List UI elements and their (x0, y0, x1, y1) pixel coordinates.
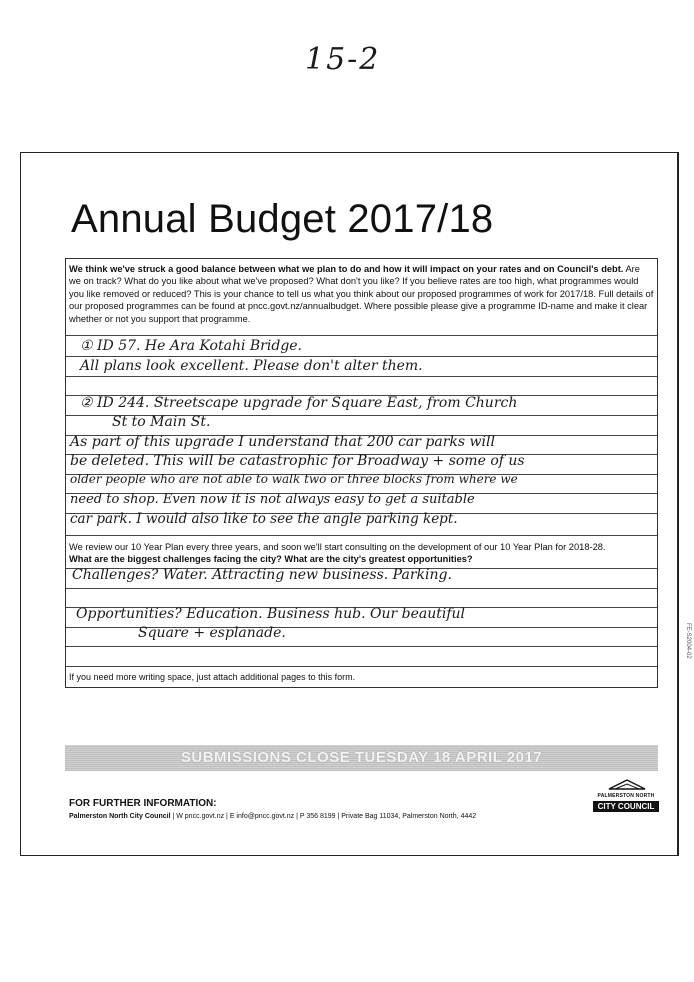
logo-small-text: PALMERSTON NORTH (597, 793, 655, 799)
website: W pncc.govt.nz (176, 813, 225, 820)
postal-address: Private Bag 11034, Palmerston North, 4442 (341, 813, 477, 820)
submission-deadline-banner (65, 745, 658, 771)
council-logo (593, 778, 659, 814)
ten-year-plan-prompt (69, 541, 654, 565)
email: E info@pncc.govt.nz (229, 813, 295, 820)
handwriting-line: All plans look excellent. Please don't alter them. (80, 358, 423, 374)
contact-line: Palmerston North City Council | W pncc.govt.nz | E info@pncc.govt.nz | P 356 8199 | Private Bag 11034, Palmerston North, 4442 (69, 813, 477, 820)
footnote: If you need more writing space, just attach additional pages to this form. (69, 672, 356, 682)
writing-box (65, 258, 658, 688)
phone: P 356 8199 (299, 813, 336, 820)
side-code: FE-S2004-02 (685, 623, 691, 659)
org-name: Palmerston North City Council (69, 813, 171, 820)
intro-lead: We think we've struck a good balance between what we plan to do and how it will impact on your rates and on Council's debt. (69, 264, 624, 274)
section-divider (66, 535, 657, 536)
handwriting-line: ② ID 244. Streetscape upgrade for Square East, from Church (80, 395, 518, 411)
handwriting-line: As part of this upgrade I understand that 200 car parks will (70, 434, 495, 450)
prompt-line: We review our 10 Year Plan every three years, and soon we'll start consulting on the development of our 10 Year Plan for 2018-28. (69, 542, 606, 552)
writing-line (66, 666, 657, 667)
logo-big-text: CITY COUNCIL (593, 801, 659, 812)
handwriting-line: Square + esplanade. (138, 625, 286, 641)
writing-line (66, 356, 657, 357)
handwriting-line: be deleted. This will be catastrophic for Broadway + some of us (70, 453, 525, 469)
handwriting-line: ① ID 57. He Ara Kotahi Bridge. (80, 338, 303, 354)
submission-form (20, 152, 691, 856)
handwriting-line: older people who are not able to walk two or three blocks from where we (70, 472, 518, 486)
handwriting-line: car park. I would also like to see the angle parking kept. (70, 511, 458, 527)
handwriting-line: Opportunities? Education. Business hub. Our beautiful (76, 606, 466, 622)
handwriting-line: need to shop. Even now it is not always easy to get a suitable (70, 492, 475, 507)
banner-text: SUBMISSIONS CLOSE TUESDAY 18 APRIL 2017 (180, 749, 543, 766)
writing-line (66, 335, 657, 336)
prompt-question: What are the biggest challenges facing the city? What are the city's greatest opportunities? (69, 554, 473, 564)
writing-line (66, 588, 657, 589)
intro-body: Are we on track? What do you like about what we've proposed? What don't you like? If you believe rates are too high, what programmes would you like removed or reduced? This is your chance to tell us what you think about our proposed programmes of work for 2017/18. Full details of our proposed programmes can be found at pncc.govt.nz/annualbudget. Where possible please give a programme ID-name and make it clear whether or not you support that programme. (69, 264, 654, 324)
handwriting-line: St to Main St. (112, 414, 211, 430)
budget-intro (69, 263, 654, 325)
form-title: Annual Budget 2017/18 (71, 197, 494, 241)
handwriting-line: Challenges? Water. Attracting new business. Parking. (72, 567, 452, 583)
council-logo-mark-icon (607, 778, 647, 790)
writing-line (66, 646, 657, 647)
info-heading: FOR FURTHER INFORMATION: (69, 798, 217, 809)
writing-line (66, 376, 657, 377)
page-number-note: 15-2 (305, 42, 381, 77)
